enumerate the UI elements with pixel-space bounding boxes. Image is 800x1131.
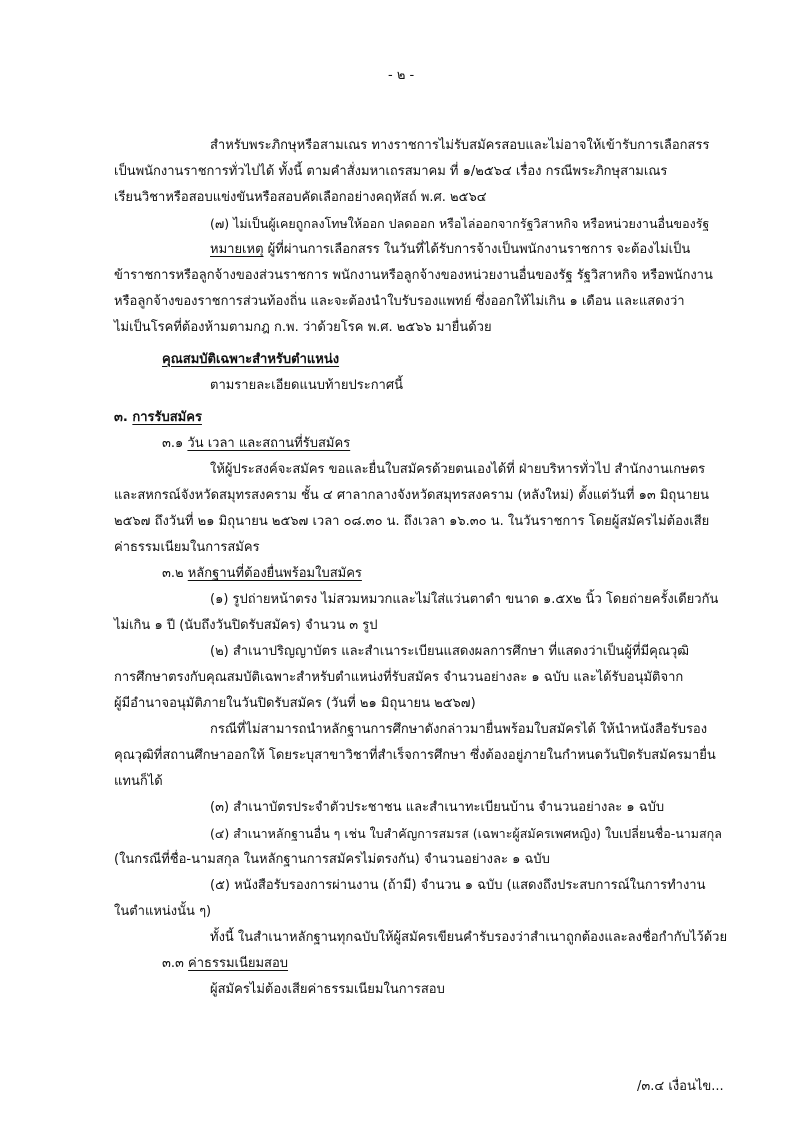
page-number: - ๒ -: [388, 68, 415, 83]
paragraph-line: (๗) ไม่เป็นผู้เคยถูกลงโทษให้ออก ปลดออก หรือไล่ออกจากรัฐวิสาหกิจ หรือหน่วยงานอื่นของรัฐ: [210, 216, 710, 231]
subsection-number: ๓.๑: [162, 436, 188, 451]
list-item-line: (๔) สำเนาหลักฐานอื่น ๆ เช่น ใบสำคัญการสมรส (เฉพาะผู้สมัครเพศหญิง) ใบเปลี่ยนชื่อ-นามสกุล: [210, 826, 722, 841]
list-item-line: (๓) สำเนาบัตรประจำตัวประชาชน และสำเนาทะเบียนบ้าน จำนวนอย่างละ ๑ ฉบับ: [210, 800, 665, 815]
list-item-line: การศึกษาตรงกับคุณสมบัติเฉพาะสำหรับตำแหน่งที่รับสมัคร จำนวนอย่างละ ๑ ฉบับ และได้รับอนุมัติจาก: [114, 670, 684, 685]
list-item-line: ในตำแหน่งนั้น ๆ): [114, 904, 212, 919]
list-item-line: คุณวุฒิที่สถานศึกษาออกให้ โดยระบุสาขาวิชาที่สำเร็จการศึกษา ซึ่งต้องอยู่ภายในกำหนดวันปิดรับสมัครมายื่น: [114, 748, 716, 763]
subsection-title: หลักฐานที่ต้องยื่นพร้อมใบสมัคร: [187, 566, 362, 581]
subsection-title: ค่าธรรมเนียมสอบ: [188, 956, 289, 971]
list-item-line: แทนก็ได้: [114, 774, 163, 789]
paragraph-line: และสหกรณ์จังหวัดสมุทรสงคราม ชั้น ๔ ศาลากลางจังหวัดสมุทรสงคราม (หลังใหม่) ตั้งแต่วันที่ ๑๓ มิถุนายน: [114, 488, 709, 503]
subsection-title: วัน เวลา และสถานที่รับสมัคร: [187, 436, 351, 451]
list-item-line: กรณีที่ไม่สามารถนำหลักฐานการศึกษาดังกล่าวมายื่นพร้อมใบสมัครได้ ให้นำหนังสือรับรอง: [210, 722, 708, 737]
section-title: การรับสมัคร: [132, 410, 202, 425]
paragraph-line: ข้าราชการหรือลูกจ้างของส่วนราชการ พนักงานหรือลูกจ้างของหน่วยงานอื่นของรัฐ รัฐวิสาหกิจ หรือพนักงาน: [114, 268, 713, 283]
subsection-heading-3-3: [162, 954, 288, 974]
section-number: ๓.: [114, 410, 133, 425]
continuation-marker: /๓.๔ เงื่อนไข...: [637, 1079, 724, 1094]
subsection-heading-3-2: [162, 564, 362, 584]
paragraph-line: เป็นพนักงานราชการทั่วไปได้ ทั้งนี้ ตามคำสั่งมหาเถรสมาคม ที่ ๑/๒๕๖๔ เรื่อง กรณีพระภิกษุสามเณร: [114, 164, 668, 179]
paragraph-line: เรียนวิชาหรือสอบแข่งขันหรือสอบคัดเลือกอย่างคฤหัสถ์ พ.ศ. ๒๕๖๔: [114, 190, 487, 205]
list-item-line: (๕) หนังสือรับรองการผ่านงาน (ถ้ามี) จำนวน ๑ ฉบับ (แสดงถึงประสบการณ์ในการทำงาน: [210, 878, 706, 893]
subsection-number: ๓.๒: [162, 566, 188, 581]
list-item-line: (๒) สำเนาปริญญาบัตร และสำเนาระเบียนแสดงผลการศึกษา ที่แสดงว่าเป็นผู้ที่มีคุณวุฒิ: [210, 644, 689, 659]
paragraph-line: ค่าธรรมเนียมในการสมัคร: [114, 540, 260, 555]
paragraph-line: ให้ผู้ประสงค์จะสมัคร ขอและยื่นใบสมัครด้วยตนเองได้ที่ ฝ่ายบริหารทั่วไป สำนักงานเกษตร: [210, 462, 706, 477]
note-text: ผู้ที่ผ่านการเลือกสรร ในวันที่ได้รับการจ้างเป็นพนักงานราชการ จะต้องไม่เป็น: [263, 242, 691, 257]
paragraph-line: ทั้งนี้ ในสำเนาหลักฐานทุกฉบับให้ผู้สมัครเขียนคำรับรองว่าสำเนาถูกต้องและลงชื่อกำกับไว้ด้วย: [210, 930, 728, 945]
note-line: [210, 240, 690, 260]
paragraph-line: ๒๕๖๗ ถึงวันที่ ๒๑ มิถุนายน ๒๕๖๗ เวลา ๐๘.๓๐ น. ถึงเวลา ๑๖.๓๐ น. ในวันราชการ โดยผู้สมัครไม่ต้องเสีย: [114, 514, 710, 529]
paragraph-line: ตามรายละเอียดแนบท้ายประกาศนี้: [210, 378, 404, 393]
list-item-line: ผู้มีอำนาจอนุมัติภายในวันปิดรับสมัคร (วันที่ ๒๑ มิถุนายน ๒๕๖๗): [114, 696, 476, 711]
paragraph-line: ไม่เป็นโรคที่ต้องห้ามตามกฎ ก.พ. ว่าด้วยโรค พ.ศ. ๒๕๖๖ มายื่นด้วย: [114, 320, 492, 335]
section-heading-3: [114, 408, 202, 428]
paragraph-line: หรือลูกจ้างของราชการส่วนท้องถิ่น และจะต้องนำใบรับรองแพทย์ ซึ่งออกให้ไม่เกิน ๑ เดือน และแสดงว่า: [114, 294, 685, 309]
note-label: หมายเหตุ: [210, 242, 264, 257]
subsection-heading-3-1: [162, 434, 350, 454]
paragraph-line: สำหรับพระภิกษุหรือสามเณร ทางราชการไม่รับสมัครสอบและไม่อาจให้เข้ารับการเลือกสรร: [210, 138, 710, 153]
list-item-line: (๑) รูปถ่ายหน้าตรง ไม่สวมหมวกและไม่ใส่แว่นตาดำ ขนาด ๑.๕x๒ นิ้ว โดยถ่ายครั้งเดียวกัน: [210, 592, 719, 607]
list-item-line: (ในกรณีที่ชื่อ-นามสกุล ในหลักฐานการสมัครไม่ตรงกัน) จำนวนอย่างละ ๑ ฉบับ: [114, 852, 550, 867]
list-item-line: ไม่เกิน ๑ ปี (นับถึงวันปิดรับสมัคร) จำนวน ๓ รูป: [114, 618, 378, 633]
paragraph-line: ผู้สมัครไม่ต้องเสียค่าธรรมเนียมในการสอบ: [210, 982, 445, 997]
subsection-number: ๓.๓: [162, 956, 189, 971]
section-heading-qualifications: คุณสมบัติเฉพาะสำหรับตำแหน่ง: [162, 352, 340, 367]
